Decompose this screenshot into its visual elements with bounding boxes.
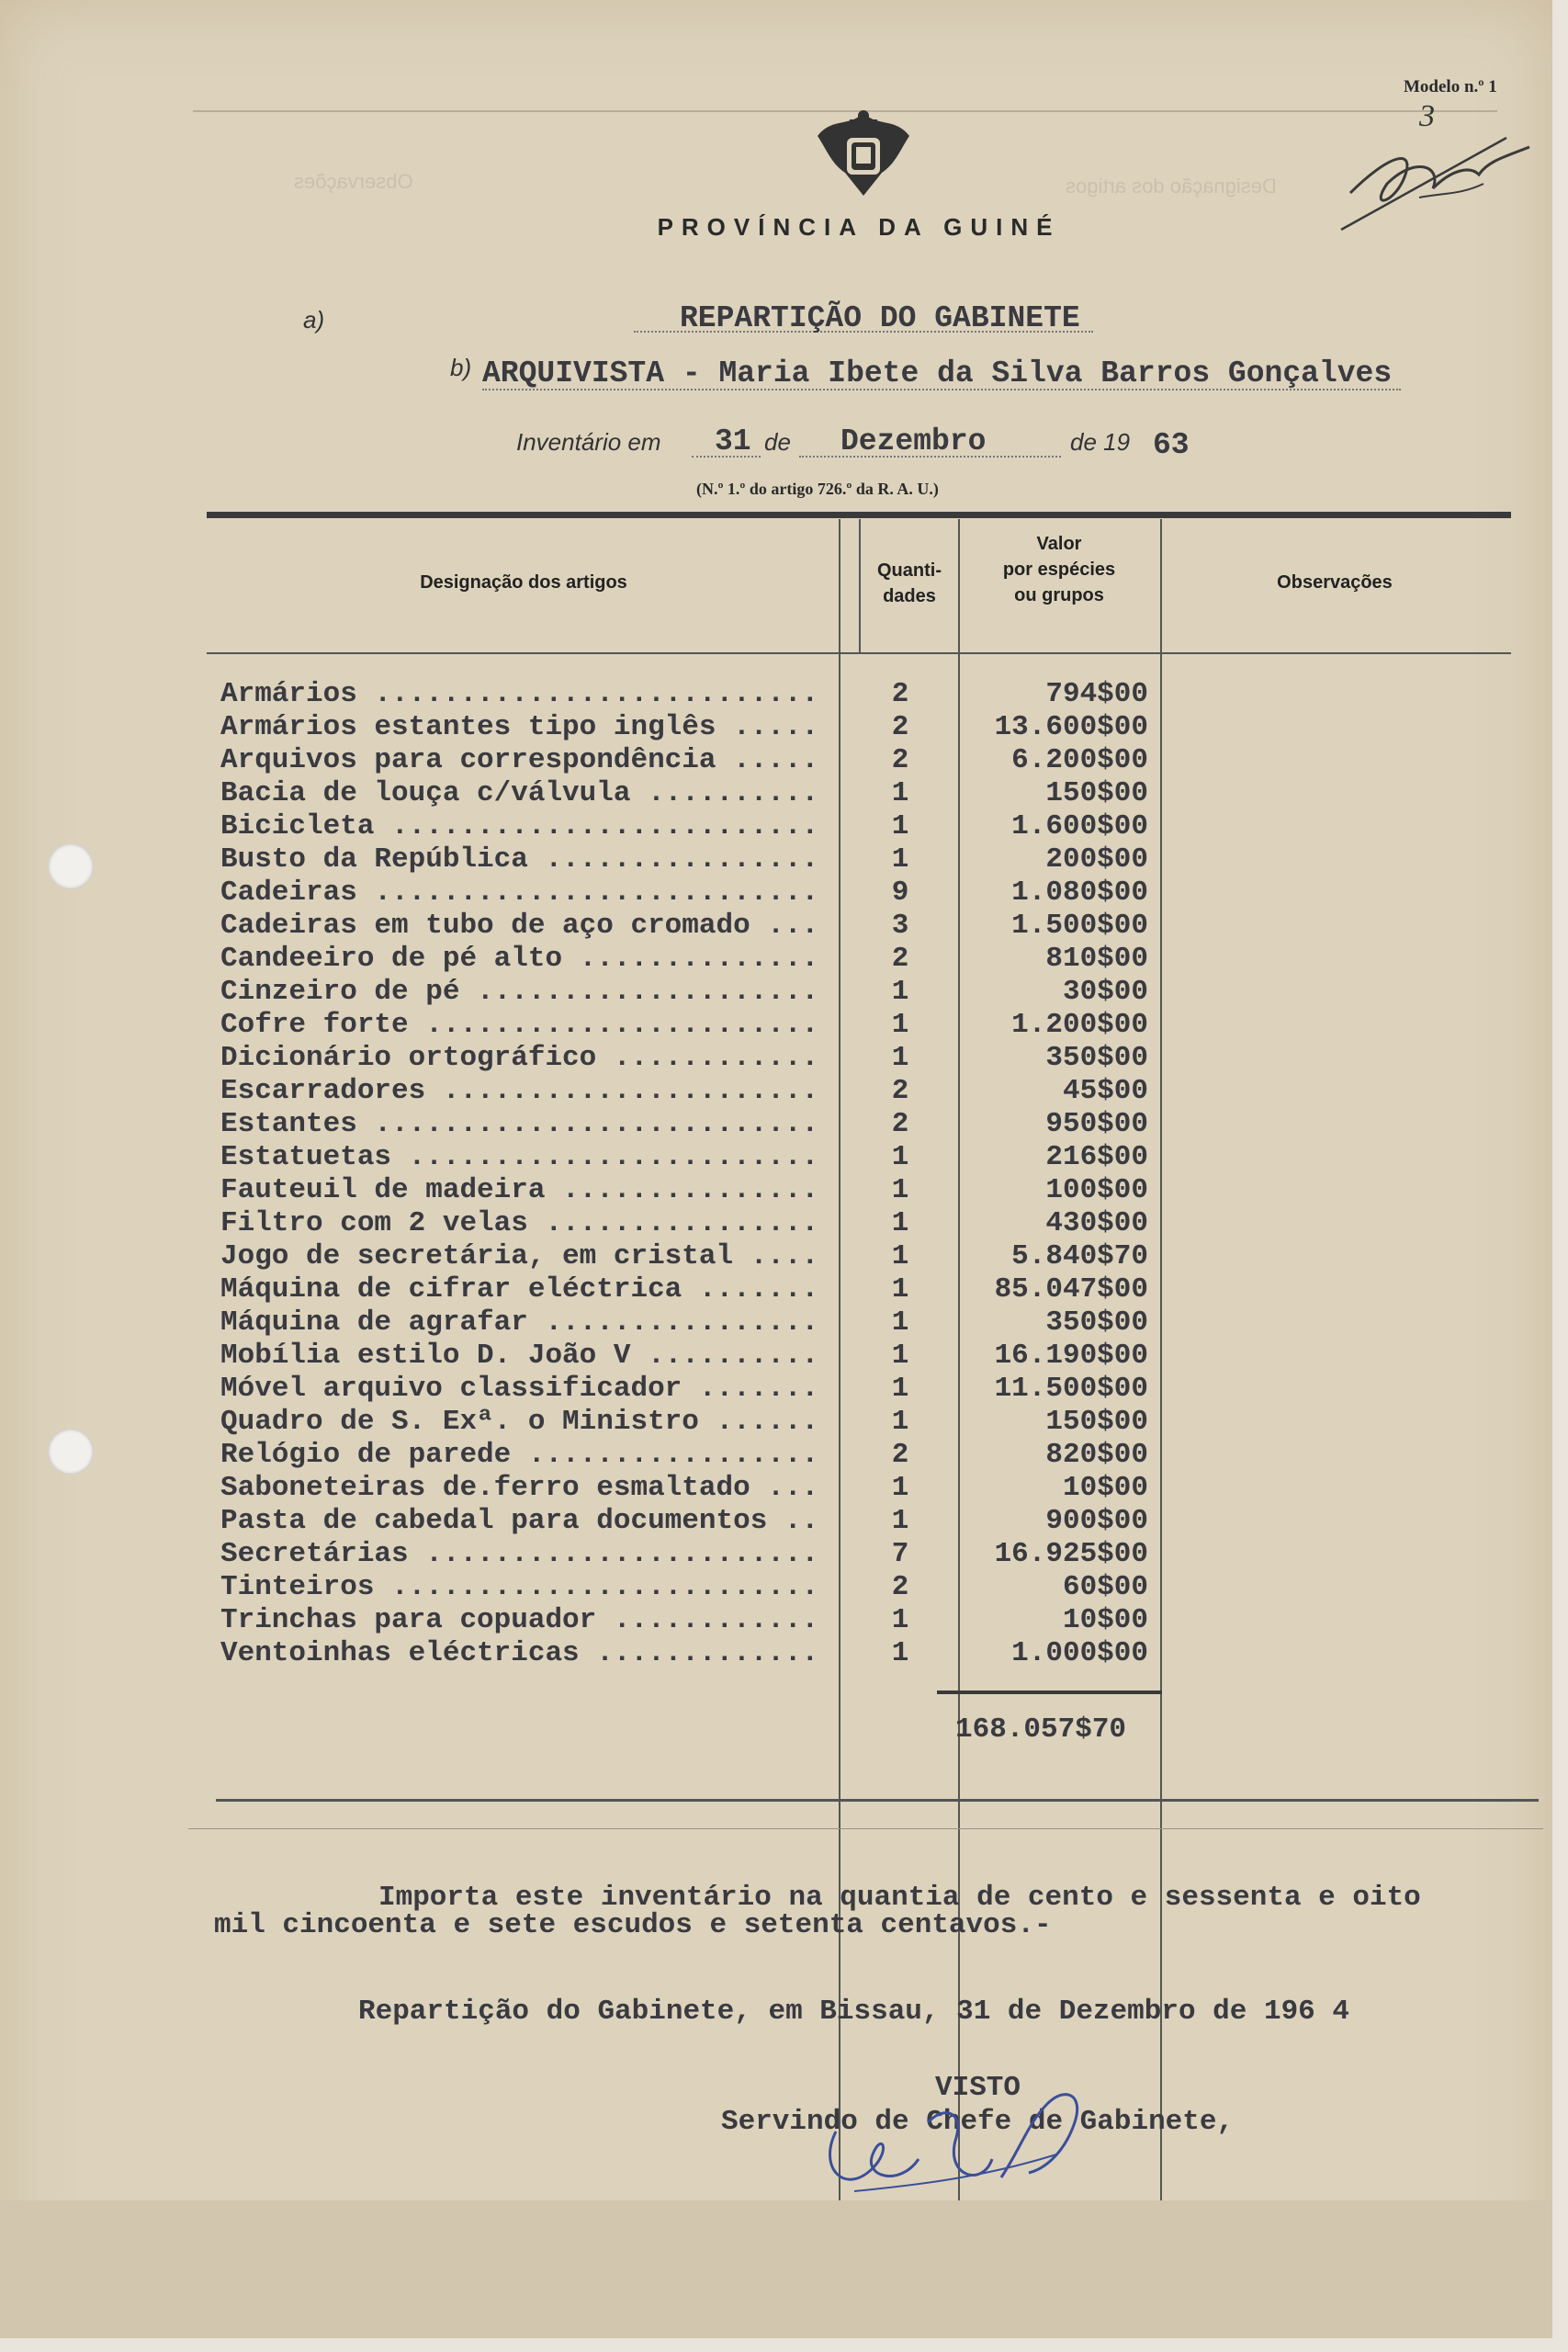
item-value: 100$00 <box>1045 1174 1148 1206</box>
item-qty: 1 <box>891 1306 909 1339</box>
table-row <box>0 876 1568 910</box>
item-qty: 1 <box>891 843 909 876</box>
item-qty: 1 <box>891 1207 909 1239</box>
item-qty: 1 <box>891 1340 909 1372</box>
total-rule <box>937 1690 1162 1694</box>
item-name: Bicicleta ......................... <box>220 810 819 842</box>
visto-label: VISTO <box>935 2072 1021 2104</box>
item-qty: 1 <box>891 1373 909 1405</box>
chefe-gabinete-label: Servindo de Chefe de Gabinete, <box>721 2106 1235 2138</box>
item-name: Escarradores ...................... <box>220 1075 819 1107</box>
inventario-day: 31 <box>715 424 751 458</box>
item-qty: 1 <box>891 1637 909 1669</box>
header-observacoes: Observações <box>1277 572 1393 593</box>
footer-rule <box>188 1828 1543 1829</box>
table-row <box>0 1075 1568 1108</box>
place-and-date: Repartição do Gabinete, em Bissau, 31 de Dezembro de 196 4 <box>358 1996 1349 2028</box>
item-qty: 2 <box>891 1571 909 1603</box>
item-value: 16.925$00 <box>994 1538 1148 1570</box>
item-name: Ventoinhas eléctricas ............. <box>220 1637 819 1669</box>
item-qty: 1 <box>891 1472 909 1504</box>
inventario-year: 63 <box>1153 428 1190 462</box>
inventario-month: Dezembro <box>840 424 987 458</box>
table-row <box>0 976 1568 1009</box>
item-name: Filtro com 2 velas ................ <box>220 1207 819 1239</box>
table-row <box>0 943 1568 976</box>
item-qty: 3 <box>891 910 909 942</box>
item-value: 350$00 <box>1045 1042 1148 1074</box>
header-quantidades-line1: Quanti- <box>877 560 942 581</box>
page-fold-strip <box>0 2200 1552 2338</box>
bleed-through-observacoes: Observações <box>294 170 413 193</box>
table-header-rule <box>207 652 1511 654</box>
table-row <box>0 744 1568 777</box>
item-name: Armários estantes tipo inglês ..... <box>220 711 819 743</box>
item-name: Estantes .......................... <box>220 1108 819 1140</box>
table-row <box>0 1240 1568 1273</box>
item-qty: 1 <box>891 1273 909 1306</box>
table-row <box>0 1141 1568 1174</box>
item-value: 810$00 <box>1045 943 1148 975</box>
table-row <box>0 1009 1568 1042</box>
table-row <box>0 843 1568 876</box>
item-name: Pasta de cabedal para documentos .. <box>220 1505 819 1537</box>
item-value: 150$00 <box>1045 1406 1148 1438</box>
table-row <box>0 1637 1568 1670</box>
table-row <box>0 1042 1568 1075</box>
item-value: 60$00 <box>1062 1571 1148 1603</box>
table-row <box>0 1306 1568 1340</box>
item-name: Candeeiro de pé alto .............. <box>220 943 819 975</box>
item-qty: 2 <box>891 1439 909 1471</box>
item-name: Cadeiras em tubo de aço cromado ... <box>220 910 819 942</box>
table-row <box>0 678 1568 711</box>
table-row <box>0 1406 1568 1439</box>
repartition-name: REPARTIÇÃO DO GABINETE <box>680 301 1080 335</box>
header-valor <box>958 531 1160 608</box>
table-bottom-rule <box>216 1799 1539 1802</box>
item-name: Quadro de S. Exª. o Ministro ...... <box>220 1406 819 1438</box>
item-name: Busto da República ................ <box>220 843 819 876</box>
table-row <box>0 1538 1568 1571</box>
item-name: Máquina de agrafar ................ <box>220 1306 819 1339</box>
item-name: Jogo de secretária, em cristal .... <box>220 1240 819 1272</box>
item-qty: 7 <box>891 1538 909 1570</box>
legal-reference: (N.º 1.º do artigo 726.º da R. A. U.) <box>696 480 939 498</box>
import-statement-line2: mil cincoenta e sete escudos e setenta centavos.- <box>214 1909 1052 1941</box>
item-name: Arquivos para correspondência ..... <box>220 744 819 776</box>
item-qty: 1 <box>891 1505 909 1537</box>
item-value: 16.190$00 <box>994 1340 1148 1372</box>
item-qty: 9 <box>891 876 909 909</box>
header-quantidades-line2: dades <box>883 586 936 606</box>
item-name: Fauteuil de madeira ............... <box>220 1174 819 1206</box>
item-value: 1.600$00 <box>1011 810 1148 842</box>
item-value: 6.200$00 <box>1011 744 1148 776</box>
item-value: 900$00 <box>1045 1505 1148 1537</box>
table-row <box>0 810 1568 843</box>
item-value: 216$00 <box>1045 1141 1148 1173</box>
item-name: Relógio de parede ................. <box>220 1439 819 1471</box>
item-name: Estatuetas ........................ <box>220 1141 819 1173</box>
item-name: Saboneteiras de.ferro esmaltado ... <box>220 1472 819 1504</box>
item-value: 1.500$00 <box>1011 910 1148 942</box>
item-qty: 1 <box>891 1141 909 1173</box>
table-row <box>0 711 1568 744</box>
item-value: 13.600$00 <box>994 711 1148 743</box>
item-qty: 2 <box>891 744 909 776</box>
item-qty: 2 <box>891 943 909 975</box>
table-row <box>0 1439 1568 1472</box>
item-name: Secretárias ....................... <box>220 1538 819 1570</box>
item-qty: 1 <box>891 976 909 1008</box>
item-value: 350$00 <box>1045 1306 1148 1339</box>
item-name: Bacia de louça c/válvula .......... <box>220 777 819 809</box>
item-name: Dicionário ortográfico ............ <box>220 1042 819 1074</box>
item-qty: 2 <box>891 711 909 743</box>
table-row <box>0 1273 1568 1306</box>
item-value: 794$00 <box>1045 678 1148 710</box>
item-value: 200$00 <box>1045 843 1148 876</box>
item-value: 1.000$00 <box>1011 1637 1148 1669</box>
arquivista-name: ARQUIVISTA - Maria Ibete da Silva Barros Gonçalves <box>482 356 1393 390</box>
table-row <box>0 1571 1568 1604</box>
table-row <box>0 1340 1568 1373</box>
table-row <box>0 1604 1568 1637</box>
inventario-prefix: Inventário em <box>516 428 661 456</box>
table-row <box>0 1108 1568 1141</box>
item-qty: 1 <box>891 810 909 842</box>
item-value: 5.840$70 <box>1011 1240 1148 1272</box>
table-top-rule <box>207 512 1511 518</box>
signature-blue-ink <box>808 2067 1111 2205</box>
item-value: 820$00 <box>1045 1439 1148 1471</box>
de-label-2: de 19 <box>1070 428 1131 456</box>
modelo-label: Modelo n.º 1 <box>1404 77 1497 96</box>
label-a: a) <box>303 306 325 334</box>
inventory-total: 168.057$70 <box>955 1713 1127 1746</box>
item-value: 30$00 <box>1062 976 1148 1008</box>
item-qty: 1 <box>891 1174 909 1206</box>
item-value: 10$00 <box>1062 1604 1148 1636</box>
item-value: 45$00 <box>1062 1075 1148 1107</box>
table-row <box>0 1373 1568 1406</box>
de-label-1: de <box>764 428 791 456</box>
item-value: 150$00 <box>1045 777 1148 809</box>
item-name: Trinchas para copuador ............ <box>220 1604 819 1636</box>
item-qty: 2 <box>891 678 909 710</box>
item-qty: 1 <box>891 1240 909 1272</box>
item-value: 950$00 <box>1045 1108 1148 1140</box>
item-name: Cadeiras .......................... <box>220 876 819 909</box>
item-value: 11.500$00 <box>994 1373 1148 1405</box>
item-name: Tinteiros ......................... <box>220 1571 819 1603</box>
item-value: 1.200$00 <box>1011 1009 1148 1041</box>
header-designacao: Designação dos artigos <box>420 572 627 593</box>
item-value: 430$00 <box>1045 1207 1148 1239</box>
item-value: 10$00 <box>1062 1472 1148 1504</box>
item-qty: 2 <box>891 1075 909 1107</box>
item-name: Máquina de cifrar eléctrica ....... <box>220 1273 819 1306</box>
item-qty: 2 <box>891 1108 909 1140</box>
header-valor-line1: Valor <box>1036 534 1082 554</box>
header-quantidades <box>859 558 960 609</box>
item-qty: 1 <box>891 1042 909 1074</box>
item-qty: 1 <box>891 1009 909 1041</box>
table-row <box>0 1505 1568 1538</box>
header-valor-line3: ou grupos <box>1014 585 1104 605</box>
table-row <box>0 1472 1568 1505</box>
item-value: 1.080$00 <box>1011 876 1148 909</box>
item-qty: 1 <box>891 777 909 809</box>
item-qty: 1 <box>891 1406 909 1438</box>
item-name: Cofre forte ....................... <box>220 1009 819 1041</box>
item-qty: 1 <box>891 1604 909 1636</box>
header-valor-line2: por espécies <box>1002 560 1116 580</box>
table-row <box>0 1174 1568 1207</box>
item-name: Móvel arquivo classificador ....... <box>220 1373 819 1405</box>
item-value: 85.047$00 <box>994 1273 1148 1306</box>
import-statement-line1: Importa este inventário na quantia de cento e sessenta e oito <box>378 1882 1421 1914</box>
table-row <box>0 910 1568 943</box>
item-name: Mobília estilo D. João V .......... <box>220 1340 819 1372</box>
table-row <box>0 777 1568 810</box>
coat-of-arms-icon <box>808 108 919 200</box>
province-title: PROVÍNCIA DA GUINÉ <box>657 213 1061 241</box>
item-name: Cinzeiro de pé .................... <box>220 976 819 1008</box>
table-row <box>0 1207 1568 1240</box>
label-b: b) <box>450 354 472 381</box>
page-number-handwritten: 3 <box>1419 99 1435 133</box>
item-name: Armários .......................... <box>220 678 819 710</box>
bleed-through-designacao: Designação dos artigos <box>1066 175 1277 198</box>
